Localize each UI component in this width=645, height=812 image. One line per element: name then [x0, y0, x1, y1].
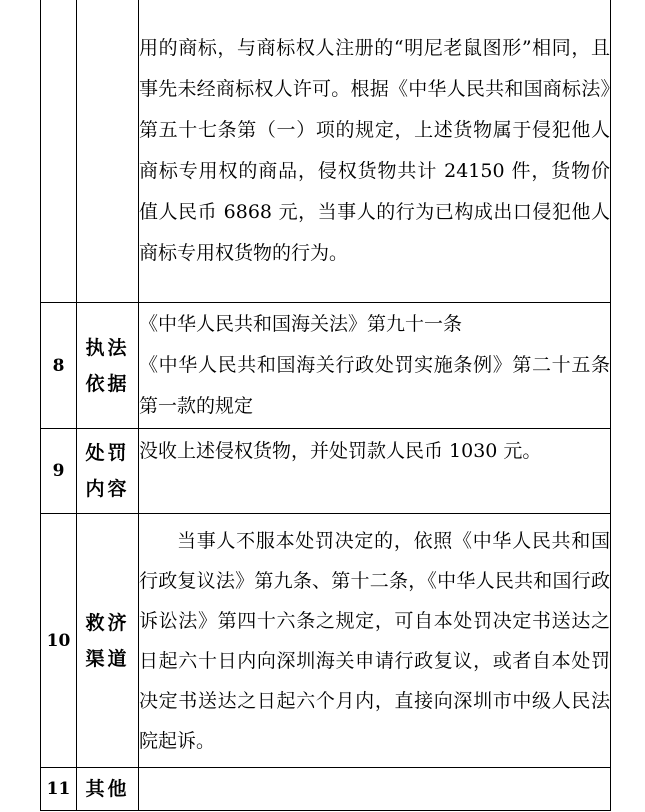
row-number: 8 [41, 303, 77, 429]
row-label-other: 其他 [77, 768, 139, 811]
penalty-content-text: 没收上述侵权货物，并处罚款人民币 1030 元。 [139, 429, 611, 514]
label-line: 处罚 [85, 442, 130, 464]
table-row-fact-continuation [41, 0, 611, 303]
remedy-channel-text: 当事人不服本处罚决定的，依照《中华人民共和国行政复议法》第九条、第十二条，《中华人民共和国行政诉讼法》第四十六条之规定，可自本处罚决定书送达之日起六十日内向深圳海关申请行政复议，或者自本处罚决定书送达之日起六个月内，直接向深圳市中级人民法院起诉。 [139, 529, 610, 752]
legal-basis-implementation-regulation: 《中华人民共和国海关行政处罚实施条例》第二十五条第一款的规定 [139, 354, 610, 417]
table-row-other [41, 768, 611, 811]
row-number: 10 [41, 514, 77, 768]
penalty-decision-table [40, 0, 611, 811]
fact-continuation-text: 用的商标，与商标权人注册的“明尼老鼠图形”相同，且事先未经商标权人许可。根据《中华人民共和国商标法》第五十七条第（一）项的规定，上述货物属于侵犯他人商标专用权的商品，侵权货物共计 24150 件，货物价值人民币 6868 元，当事人的行为已构成出口侵犯他人商标专用权货物的行为。 [139, 0, 611, 303]
row-label-penalty-content [77, 429, 139, 514]
row-label-remedy-channel [77, 514, 139, 768]
table-row-remedy-channel [41, 514, 611, 768]
legal-basis-customs-law: 《中华人民共和国海关法》第九十一条 [139, 313, 463, 335]
row-number: 9 [41, 429, 77, 514]
row-number: 11 [41, 768, 77, 811]
row-label-cell [77, 0, 139, 303]
label-line: 依据 [85, 372, 130, 395]
other-content [139, 768, 611, 811]
table-row-penalty-content [41, 429, 611, 514]
row-number-cell [41, 0, 77, 303]
table-row-legal-basis [41, 303, 611, 429]
label-line: 内容 [85, 478, 130, 500]
legal-basis-content [139, 303, 611, 429]
remedy-channel-content [139, 514, 611, 768]
row-label-legal-basis [77, 303, 139, 429]
label-line: 救济 [85, 611, 130, 634]
label-line: 渠道 [85, 647, 130, 670]
label-line: 执法 [85, 336, 130, 359]
